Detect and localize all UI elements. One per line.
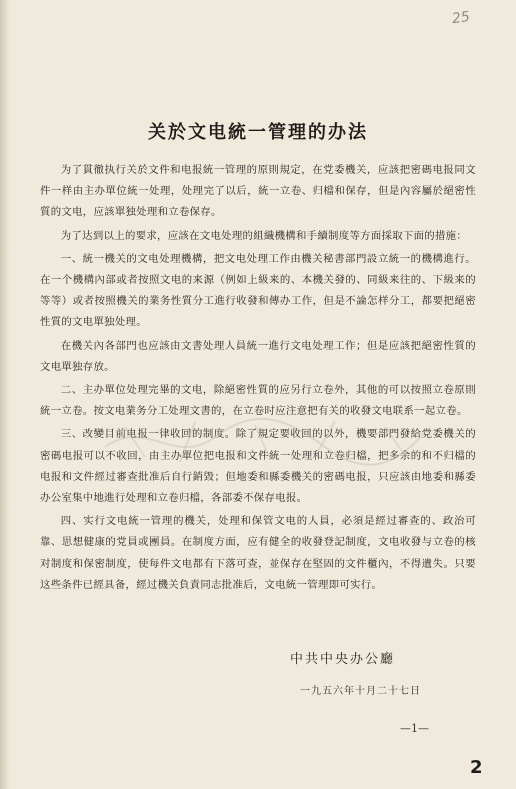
paragraph-intro: 为了貫徹执行关於文件和电报統一管理的原則規定，在党委機关，应該把密碼电报同文件一样由主办單位統一处理，处理完了以后，統一立卷、归檔和保存，但是內容屬於絕密性質的文电，应該單独处理和立卷保存。 [40, 164, 476, 219]
paragraph-item-2: 二、主办單位处理完畢的文电，除絕密性質的应另行立卷外，其他的可以按照立卷原則統一立卷。按文电業务分工处理文書的，在立卷时应注意把有关的收發文电联系一起立卷。 [40, 384, 476, 418]
issue-date: 一九五六年十月二十七日 [300, 686, 421, 697]
issuing-office: 中共中央办公廳 [290, 652, 396, 667]
paragraph-measures-lead: 为了达到以上的要求，应該在文电处理的組織機構和手續制度等方面採取下面的措施： [60, 229, 468, 242]
handwritten-page-mark: 2 [470, 757, 483, 778]
paragraph-item-4: 四、实行文电統一管理的機关，处理和保管文电的人員，必須是經过審查的、政治可靠、思想健康的党員或團員。在制度方面，应有健全的收發登記制度，文电收發与立卷的核对制度和保密制度，使每件文电都有下落可查，並保存在堅固的文件櫃內，不得遺失。只要这些条件已經具备，經过機关負責同志批准后，文电統一管理即可实行。 [40, 515, 476, 591]
document-title: 关於文电統一管理的办法 [148, 122, 368, 143]
paragraph-item-1: 一、統一機关的文电处理機構，把文电处理工作由機关秘書部門設立統一的機構進行。在一个機構內部或者按照文电的来源（例如上級来的、本機关發的、同級来往的、下級来的等等）或者按照機关的業务性質分工進行收發和傳办工作，但是不論怎样分工，都要把絕密性質的文电單独处理。 [40, 252, 476, 329]
page-number: —1— [400, 722, 429, 735]
paragraph-item-3: 三、改變目前电报一律收回的制度。除了規定要收回的以外，機要部門發給党委機关的密碼电报可以不收回，由主办單位把电报和文件統一处理和立卷归檔，把多余的和不归檔的电报和文件經过審查批准后自行銷毀；但地委和縣委機关的密碼电报，只应該由地委和縣委办公室集中地進行处理和立卷归檔，各部委不保存电报。 [40, 428, 476, 505]
document-body [40, 160, 476, 596]
handwritten-archive-number: 25 [450, 8, 471, 28]
paragraph-item-1-supplement: 在機关內各部門也应該由文書处理人員統一進行文电处理工作；但是应該把絕密性質的文电單独存放。 [40, 339, 476, 373]
